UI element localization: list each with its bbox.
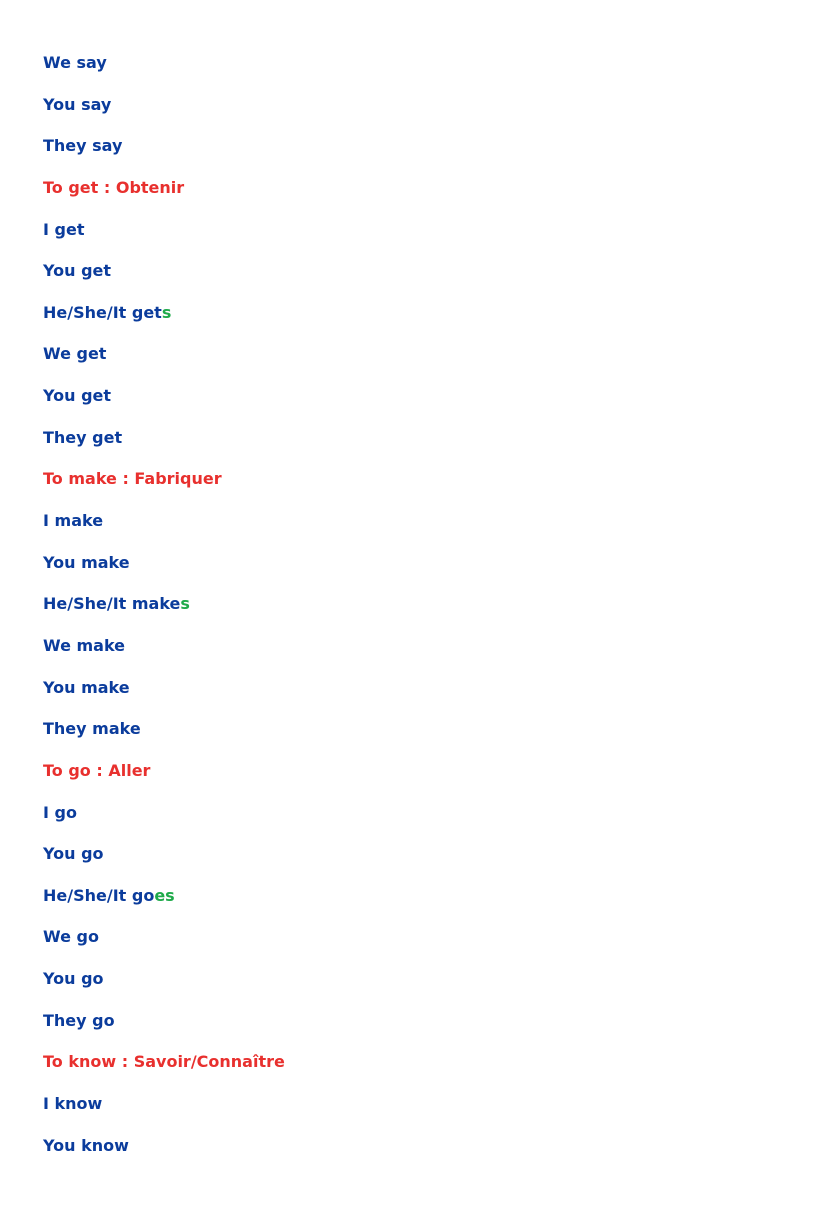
verb-heading: To know : Savoir/Connaître (43, 1052, 285, 1072)
verb-ending: es (154, 885, 175, 905)
conjugation-line: They make (43, 719, 141, 739)
verb-heading: To go : Aller (43, 760, 151, 780)
conjugation-list (43, 52, 285, 1176)
conjugation-line: You get (43, 261, 112, 281)
conjugation-line: I know (43, 1094, 103, 1114)
conjugation-line: You go (43, 969, 104, 989)
conjugation-line: They say (43, 136, 123, 156)
conjugation-line: You say (43, 94, 112, 114)
conjugation-line: I get (43, 219, 85, 239)
conjugation-line: I make (43, 511, 104, 531)
conjugation-line: We go (43, 927, 99, 947)
verb-ending: s (161, 302, 172, 322)
conjugation-line-third-person: He/She/It makes (43, 594, 190, 614)
conjugation-line-third-person: He/She/It goes (43, 885, 175, 905)
conjugation-line: You make (43, 552, 130, 572)
conjugation-line: You get (43, 386, 112, 406)
verb-heading: To make : Fabriquer (43, 469, 222, 489)
conjugation-line: We make (43, 635, 126, 655)
conjugation-line: I go (43, 802, 77, 822)
conjugation-line-third-person: He/She/It gets (43, 302, 172, 322)
verb-heading: To get : Obtenir (43, 177, 185, 197)
conjugation-line: You make (43, 677, 130, 697)
conjugation-line: You know (43, 1135, 129, 1155)
conjugation-line: They get (43, 427, 123, 447)
verb-ending: s (180, 594, 190, 614)
conjugation-line: You go (43, 844, 104, 864)
conjugation-line: They go (43, 1010, 115, 1030)
conjugation-line: We say (43, 53, 107, 72)
conjugation-line: We get (43, 344, 107, 364)
